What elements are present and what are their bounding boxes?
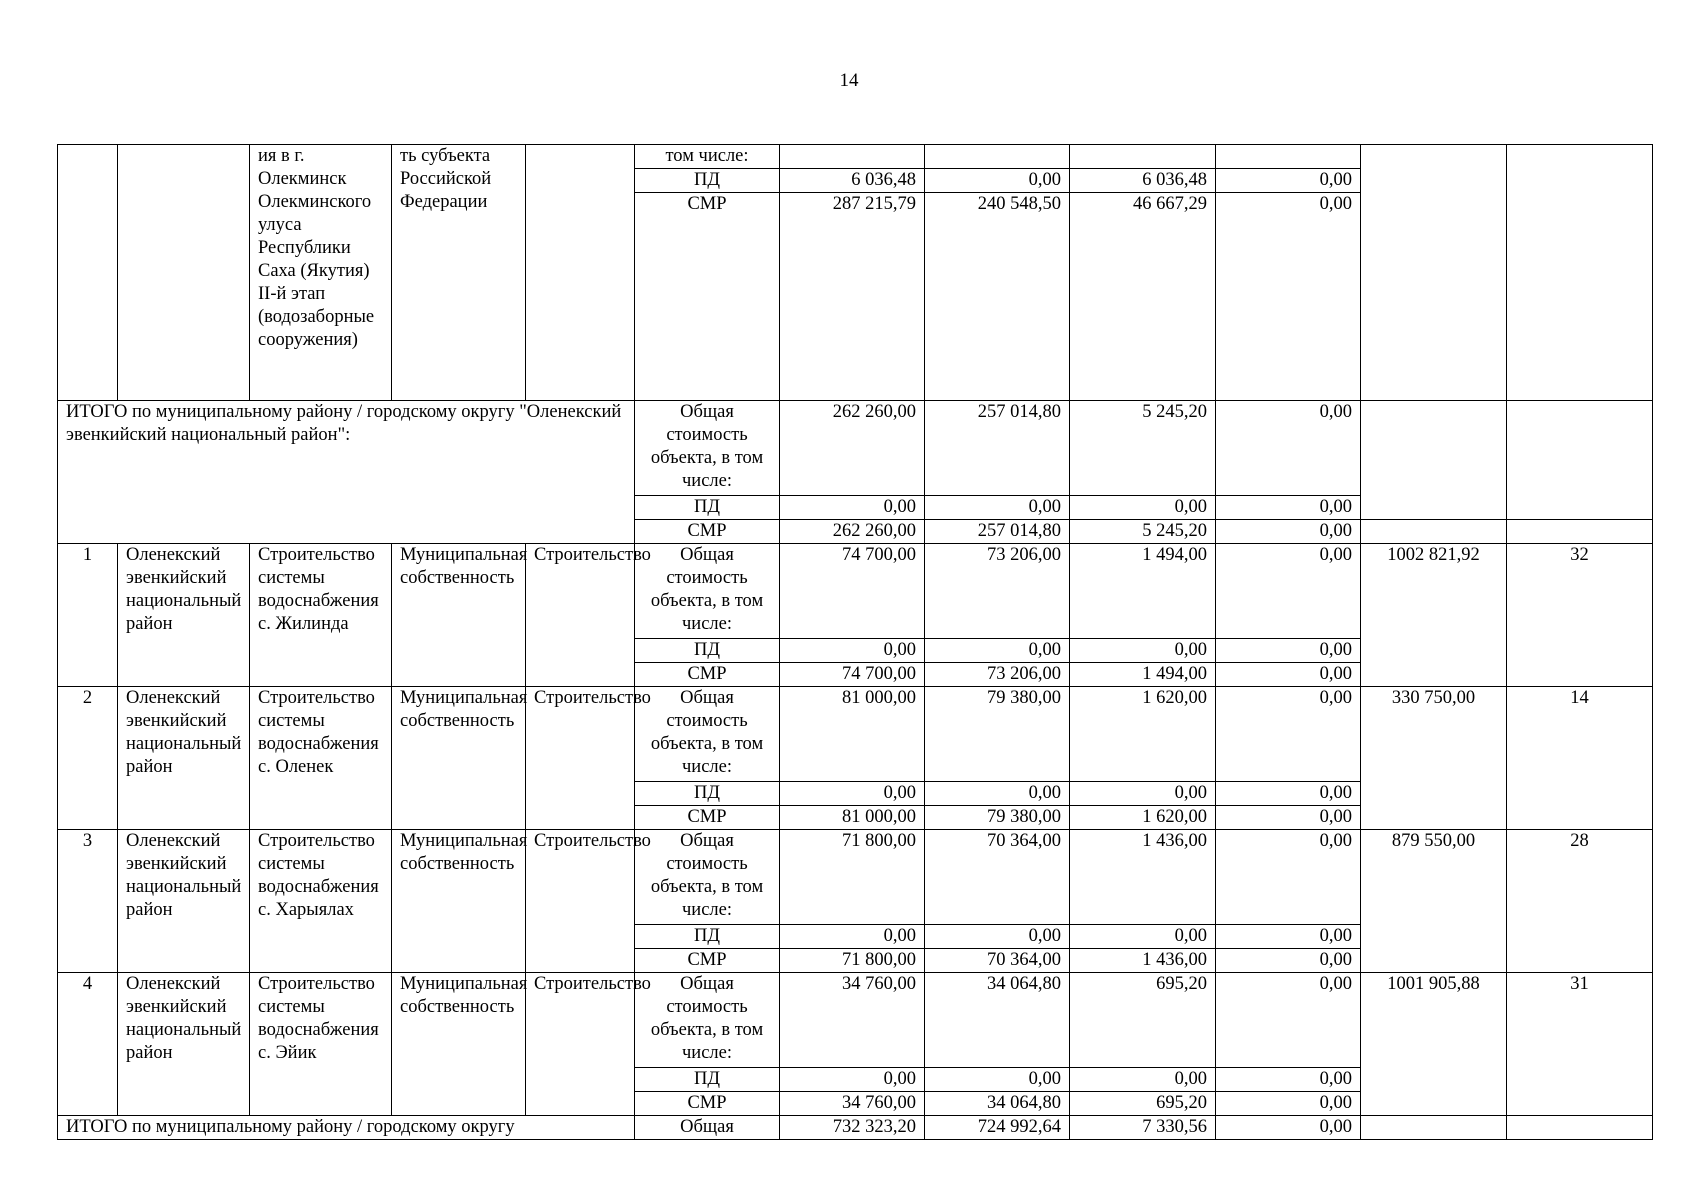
smr-label: СМР bbox=[635, 193, 780, 401]
ownership-cell: ть субъекта Российской Федерации bbox=[392, 145, 526, 401]
table-row bbox=[58, 401, 1653, 496]
value-cell bbox=[1216, 145, 1361, 169]
value-cell: 257 014,80 bbox=[925, 401, 1070, 496]
cost-label-cell: Общая стоимость объекта, в том числе: bbox=[635, 401, 780, 496]
value-cell: 0,00 bbox=[1216, 1068, 1361, 1092]
cost-label-cell: том числе: bbox=[635, 145, 780, 169]
value-cell: 5 245,20 bbox=[1070, 520, 1216, 544]
pd-label: ПД bbox=[635, 1068, 780, 1092]
value-cell: 46 667,29 bbox=[1070, 193, 1216, 401]
investment-table bbox=[57, 144, 1653, 1140]
table-row bbox=[58, 687, 1653, 782]
value-cell: 0,00 bbox=[1216, 544, 1361, 639]
capacity-cell: 879 550,00 bbox=[1361, 830, 1507, 973]
capacity-cell: 1002 821,92 bbox=[1361, 544, 1507, 687]
value-cell: 0,00 bbox=[1216, 193, 1361, 401]
value-cell bbox=[780, 145, 925, 169]
value-cell: 0,00 bbox=[925, 782, 1070, 806]
count-cell bbox=[1507, 1116, 1653, 1140]
capacity-cell: 330 750,00 bbox=[1361, 687, 1507, 830]
value-cell: 0,00 bbox=[1216, 925, 1361, 949]
value-cell: 74 700,00 bbox=[780, 663, 925, 687]
value-cell: 0,00 bbox=[1070, 925, 1216, 949]
value-cell: 0,00 bbox=[1216, 169, 1361, 193]
num-cell bbox=[58, 145, 118, 401]
value-cell: 0,00 bbox=[925, 925, 1070, 949]
value-cell: 0,00 bbox=[1070, 1068, 1216, 1092]
value-cell: 0,00 bbox=[1070, 496, 1216, 520]
value-cell: 7 330,56 bbox=[1070, 1116, 1216, 1140]
page-number: 14 bbox=[839, 70, 859, 91]
value-cell: 34 760,00 bbox=[780, 973, 925, 1068]
kind-cell: Строительство bbox=[526, 544, 635, 687]
smr-label: СМР bbox=[635, 663, 780, 687]
value-cell: 71 800,00 bbox=[780, 830, 925, 925]
value-cell: 34 064,80 bbox=[925, 1092, 1070, 1116]
cost-label-cell: Общая стоимость объекта, в том числе: bbox=[635, 687, 780, 782]
value-cell: 0,00 bbox=[1216, 949, 1361, 973]
capacity-cell: 1001 905,88 bbox=[1361, 973, 1507, 1116]
smr-label: СМР bbox=[635, 1092, 780, 1116]
object-cell: ия в г. Олекминск Олекминского улуса Республики Саха (Якутия) II-й этап (водозаборные сооружения) bbox=[250, 145, 392, 401]
itogo-label: ИТОГО по муниципальному району / городскому округу bbox=[58, 1116, 635, 1140]
value-cell: 724 992,64 bbox=[925, 1116, 1070, 1140]
value-cell: 1 494,00 bbox=[1070, 663, 1216, 687]
num-cell: 2 bbox=[58, 687, 118, 830]
table-row bbox=[58, 973, 1653, 1068]
district-cell bbox=[118, 145, 250, 401]
value-cell: 0,00 bbox=[1216, 1116, 1361, 1140]
value-cell: 0,00 bbox=[1216, 782, 1361, 806]
value-cell: 0,00 bbox=[780, 925, 925, 949]
value-cell: 732 323,20 bbox=[780, 1116, 925, 1140]
value-cell: 1 436,00 bbox=[1070, 949, 1216, 973]
object-cell: Строительство системы водоснабжения с. Оленек bbox=[250, 687, 392, 830]
value-cell: 73 206,00 bbox=[925, 544, 1070, 639]
value-cell: 0,00 bbox=[925, 639, 1070, 663]
object-cell: Строительство системы водоснабжения с. Жилинда bbox=[250, 544, 392, 687]
value-cell: 70 364,00 bbox=[925, 949, 1070, 973]
value-cell: 0,00 bbox=[925, 1068, 1070, 1092]
capacity-cell bbox=[1361, 520, 1507, 544]
value-cell: 0,00 bbox=[925, 496, 1070, 520]
value-cell: 287 215,79 bbox=[780, 193, 925, 401]
value-cell: 0,00 bbox=[1216, 687, 1361, 782]
count-cell: 28 bbox=[1507, 830, 1653, 973]
capacity-cell bbox=[1361, 1116, 1507, 1140]
num-cell: 1 bbox=[58, 544, 118, 687]
table-row bbox=[58, 1116, 1653, 1140]
value-cell: 257 014,80 bbox=[925, 520, 1070, 544]
value-cell: 73 206,00 bbox=[925, 663, 1070, 687]
kind-cell bbox=[526, 145, 635, 401]
value-cell: 0,00 bbox=[1216, 973, 1361, 1068]
value-cell: 0,00 bbox=[1216, 496, 1361, 520]
table-row bbox=[58, 145, 1653, 169]
count-cell: 31 bbox=[1507, 973, 1653, 1116]
value-cell: 79 380,00 bbox=[925, 687, 1070, 782]
value-cell: 0,00 bbox=[925, 169, 1070, 193]
pd-label: ПД bbox=[635, 496, 780, 520]
ownership-cell: Муниципальная собственность bbox=[392, 687, 526, 830]
district-cell: Оленекский эвенкийский национальный район bbox=[118, 687, 250, 830]
cost-label-cell: Общая стоимость объекта, в том числе: bbox=[635, 830, 780, 925]
value-cell: 0,00 bbox=[1070, 639, 1216, 663]
district-cell: Оленекский эвенкийский национальный район bbox=[118, 544, 250, 687]
num-cell: 3 bbox=[58, 830, 118, 973]
itogo-label: ИТОГО по муниципальному району / городскому округу "Оленекский эвенкийский национальный район": bbox=[58, 401, 635, 544]
pd-label: ПД bbox=[635, 639, 780, 663]
ownership-cell: Муниципальная собственность bbox=[392, 830, 526, 973]
object-cell: Строительство системы водоснабжения с. Эйик bbox=[250, 973, 392, 1116]
value-cell: 695,20 bbox=[1070, 1092, 1216, 1116]
value-cell: 74 700,00 bbox=[780, 544, 925, 639]
value-cell: 0,00 bbox=[1216, 520, 1361, 544]
value-cell: 34 064,80 bbox=[925, 973, 1070, 1068]
value-cell: 0,00 bbox=[1216, 401, 1361, 496]
kind-cell: Строительство bbox=[526, 687, 635, 830]
object-cell: Строительство системы водоснабжения с. Харыялах bbox=[250, 830, 392, 973]
value-cell: 6 036,48 bbox=[1070, 169, 1216, 193]
value-cell: 0,00 bbox=[1216, 806, 1361, 830]
smr-label: СМР bbox=[635, 520, 780, 544]
pd-label: ПД bbox=[635, 782, 780, 806]
value-cell: 5 245,20 bbox=[1070, 401, 1216, 496]
capacity-cell bbox=[1361, 145, 1507, 401]
count-cell bbox=[1507, 145, 1653, 401]
value-cell: 0,00 bbox=[780, 639, 925, 663]
pd-label: ПД bbox=[635, 169, 780, 193]
table-row bbox=[58, 544, 1653, 639]
capacity-cell bbox=[1361, 401, 1507, 520]
district-cell: Оленекский эвенкийский национальный район bbox=[118, 973, 250, 1116]
value-cell: 695,20 bbox=[1070, 973, 1216, 1068]
value-cell: 1 620,00 bbox=[1070, 687, 1216, 782]
value-cell: 6 036,48 bbox=[780, 169, 925, 193]
value-cell: 0,00 bbox=[1216, 639, 1361, 663]
value-cell bbox=[1070, 145, 1216, 169]
value-cell: 34 760,00 bbox=[780, 1092, 925, 1116]
value-cell: 240 548,50 bbox=[925, 193, 1070, 401]
cost-label-cell: Общая стоимость объекта, в том числе: bbox=[635, 973, 780, 1068]
value-cell bbox=[925, 145, 1070, 169]
smr-label: СМР bbox=[635, 806, 780, 830]
count-cell bbox=[1507, 520, 1653, 544]
count-cell: 32 bbox=[1507, 544, 1653, 687]
value-cell: 0,00 bbox=[780, 496, 925, 520]
pd-label: ПД bbox=[635, 925, 780, 949]
count-cell: 14 bbox=[1507, 687, 1653, 830]
value-cell: 262 260,00 bbox=[780, 401, 925, 496]
value-cell: 70 364,00 bbox=[925, 830, 1070, 925]
value-cell: 0,00 bbox=[1216, 830, 1361, 925]
value-cell: 1 494,00 bbox=[1070, 544, 1216, 639]
cost-label-cell: Общая стоимость объекта, в том числе: bbox=[635, 544, 780, 639]
district-cell: Оленекский эвенкийский национальный район bbox=[118, 830, 250, 973]
value-cell: 1 620,00 bbox=[1070, 806, 1216, 830]
ownership-cell: Муниципальная собственность bbox=[392, 973, 526, 1116]
value-cell: 0,00 bbox=[780, 782, 925, 806]
ownership-cell: Муниципальная собственность bbox=[392, 544, 526, 687]
num-cell: 4 bbox=[58, 973, 118, 1116]
value-cell: 262 260,00 bbox=[780, 520, 925, 544]
kind-cell: Строительство bbox=[526, 973, 635, 1116]
value-cell: 71 800,00 bbox=[780, 949, 925, 973]
value-cell: 0,00 bbox=[1070, 782, 1216, 806]
value-cell: 81 000,00 bbox=[780, 806, 925, 830]
cost-label-cell: Общая bbox=[635, 1116, 780, 1140]
value-cell: 81 000,00 bbox=[780, 687, 925, 782]
smr-label: СМР bbox=[635, 949, 780, 973]
value-cell: 0,00 bbox=[1216, 663, 1361, 687]
kind-cell: Строительство bbox=[526, 830, 635, 973]
table-row bbox=[58, 830, 1653, 925]
value-cell: 0,00 bbox=[1216, 1092, 1361, 1116]
value-cell: 0,00 bbox=[780, 1068, 925, 1092]
value-cell: 1 436,00 bbox=[1070, 830, 1216, 925]
value-cell: 79 380,00 bbox=[925, 806, 1070, 830]
count-cell bbox=[1507, 401, 1653, 520]
